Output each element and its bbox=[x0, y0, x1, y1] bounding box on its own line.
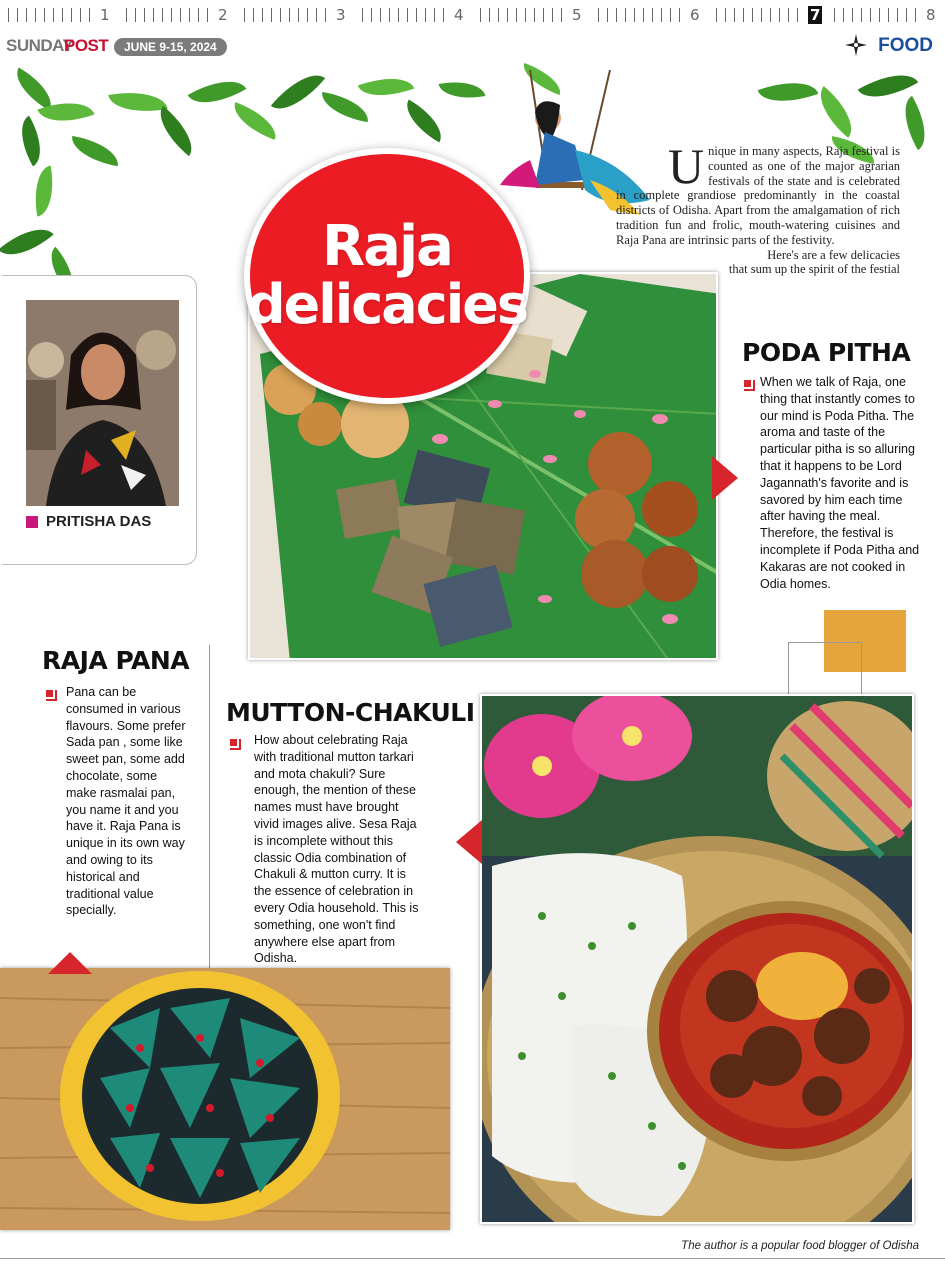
ruler-tick bbox=[298, 8, 299, 22]
ruler-tick bbox=[879, 8, 880, 22]
ruler-tick bbox=[171, 8, 172, 22]
poda-pitha-bullet-icon bbox=[742, 378, 753, 389]
ruler-tick bbox=[53, 8, 54, 22]
ruler-number: 8 bbox=[926, 6, 936, 24]
ruler-tick bbox=[888, 8, 889, 22]
ruler-tick bbox=[416, 8, 417, 22]
ruler-tick bbox=[280, 8, 281, 22]
ruler-tick bbox=[207, 8, 208, 22]
compass-icon bbox=[845, 34, 867, 56]
ruler-tick bbox=[643, 8, 644, 22]
ruler-tick bbox=[525, 8, 526, 22]
arrow-left-icon bbox=[456, 820, 482, 864]
intro-paragraph-2: Here's are a few delicacies that sum up the spirit of the festial bbox=[728, 247, 900, 277]
ruler-tick bbox=[743, 8, 744, 22]
ruler-tick bbox=[489, 8, 490, 22]
ruler-tick bbox=[734, 8, 735, 22]
ruler-tick bbox=[44, 8, 45, 22]
ruler-tick bbox=[198, 8, 199, 22]
arrow-right-icon bbox=[712, 456, 738, 500]
ruler-tick bbox=[679, 8, 680, 22]
ruler-tick bbox=[71, 8, 72, 22]
ruler-number: 7 bbox=[810, 6, 821, 24]
ruler-tick bbox=[534, 8, 535, 22]
ruler-tick bbox=[543, 8, 544, 22]
ruler-tick bbox=[89, 8, 90, 22]
ruler-tick bbox=[761, 8, 762, 22]
ruler-tick bbox=[35, 8, 36, 22]
mutton-chakuli-photo bbox=[480, 694, 914, 1224]
page-bottom-rule bbox=[0, 1258, 945, 1259]
poda-pitha-heading: PODA PITHA bbox=[742, 338, 911, 367]
ruler-tick bbox=[661, 8, 662, 22]
ruler-tick bbox=[670, 8, 671, 22]
ruler-tick bbox=[126, 8, 127, 22]
title-line-2: delicacies bbox=[246, 273, 528, 337]
ruler-tick bbox=[897, 8, 898, 22]
ruler-tick bbox=[652, 8, 653, 22]
ruler-tick bbox=[80, 8, 81, 22]
ruler-number: 1 bbox=[100, 6, 110, 24]
brand-post: POST bbox=[64, 36, 109, 55]
ruler-tick bbox=[616, 8, 617, 22]
ruler-tick bbox=[788, 8, 789, 22]
raja-pana-heading: RAJA PANA bbox=[42, 646, 190, 675]
mutton-chakuli-heading: MUTTON-CHAKULI bbox=[226, 698, 475, 727]
ruler-tick bbox=[843, 8, 844, 22]
ruler-tick bbox=[17, 8, 18, 22]
ruler-tick bbox=[153, 8, 154, 22]
ruler-tick bbox=[162, 8, 163, 22]
ruler-tick bbox=[561, 8, 562, 22]
raja-pana-body: Pana can be consumed in various flavours. Some prefer Sada pan , some like sweet pan, some add chocolate, some make rasmalai pan, you name it and you have it. Raja Pana is unique in its own way and owing to its historical and traditional value specially. bbox=[66, 685, 186, 918]
author-footnote: The author is a popular food blogger of Odisha bbox=[681, 1240, 919, 1252]
ruler-tick bbox=[906, 8, 907, 22]
ruler-tick bbox=[316, 8, 317, 22]
poda-pitha-body: When we talk of Raja, one thing that instantly comes to our mind is Poda Pitha. The aroma and taste of the particular pitha is so alluring that it happens to be Lord Jagannath's favorite and is savored by him each time after having the meal. Therefore, the festival is incomplete if Poda Pitha and Kakaras are not cooked in Odia homes. bbox=[760, 375, 920, 591]
ruler-tick bbox=[434, 8, 435, 22]
mutton-chakuli-bullet-icon bbox=[228, 737, 239, 748]
author-name: PRITISHA DAS bbox=[46, 513, 152, 530]
ruler-tick bbox=[389, 8, 390, 22]
ruler-tick bbox=[425, 8, 426, 22]
ruler-tick bbox=[371, 8, 372, 22]
section-name: FOOD bbox=[878, 35, 933, 56]
arrow-up-icon bbox=[48, 952, 92, 974]
ruler-number: 5 bbox=[572, 6, 582, 24]
raja-pana-bullet-icon bbox=[44, 688, 55, 699]
ruler-tick bbox=[253, 8, 254, 22]
ruler-tick bbox=[770, 8, 771, 22]
ruler-tick bbox=[244, 8, 245, 22]
ruler-tick bbox=[607, 8, 608, 22]
raja-pana-photo bbox=[0, 968, 450, 1230]
ruler-tick bbox=[480, 8, 481, 22]
ruler-tick bbox=[725, 8, 726, 22]
ruler-tick bbox=[271, 8, 272, 22]
ruler-tick bbox=[625, 8, 626, 22]
ruler-tick bbox=[507, 8, 508, 22]
ruler-tick bbox=[443, 8, 444, 22]
ruler-tick bbox=[779, 8, 780, 22]
ruler-tick bbox=[716, 8, 717, 22]
ruler-number: 6 bbox=[690, 6, 700, 24]
ruler-tick bbox=[135, 8, 136, 22]
ruler-tick bbox=[26, 8, 27, 22]
ruler-tick bbox=[262, 8, 263, 22]
masthead bbox=[0, 28, 945, 64]
ruler-number: 2 bbox=[218, 6, 228, 24]
ruler-tick bbox=[552, 8, 553, 22]
ruler-tick bbox=[362, 8, 363, 22]
ruler-tick bbox=[516, 8, 517, 22]
feature-title bbox=[244, 148, 530, 404]
author-photo bbox=[26, 300, 179, 506]
ruler-number: 3 bbox=[336, 6, 346, 24]
ruler-tick bbox=[8, 8, 9, 22]
ruler-tick bbox=[598, 8, 599, 22]
issue-date: JUNE 9-15, 2024 bbox=[114, 38, 227, 56]
ruler-tick bbox=[62, 8, 63, 22]
byline-bullet-icon bbox=[26, 516, 38, 528]
ruler-number: 4 bbox=[454, 6, 464, 24]
drop-cap: U bbox=[668, 138, 705, 194]
title-line-1: Raja bbox=[322, 214, 452, 280]
ruler-tick bbox=[752, 8, 753, 22]
author-byline bbox=[26, 513, 151, 530]
ruler-tick bbox=[289, 8, 290, 22]
ruler-tick bbox=[398, 8, 399, 22]
ruler-tick bbox=[144, 8, 145, 22]
ruler-tick bbox=[834, 8, 835, 22]
ruler-tick bbox=[861, 8, 862, 22]
intro-text bbox=[616, 138, 900, 277]
ruler-tick bbox=[407, 8, 408, 22]
ruler-tick bbox=[870, 8, 871, 22]
ruler-tick bbox=[325, 8, 326, 22]
brand-sunday: SUNDAY bbox=[6, 36, 74, 55]
ruler-tick bbox=[634, 8, 635, 22]
mutton-chakuli-body: How about celebrating Raja with traditional mutton tarkari and mota chakuli? Sure enough, the mention of these names must have brought vivid images alive. Sesa Raja is incomplete without this classic Odia combination of Chakuli & mutton curry. It is the essence of celebration in every Odia household. This is something, one won't find anywhere else apart from Odisha. bbox=[254, 733, 419, 966]
ruler-tick bbox=[915, 8, 916, 22]
intro-paragraph-1: nique in many aspects, Raja festival is counted as one of the major agrarian festivals of the state and is celebrated in complete grandiose predominantly in the coastal districts of Odisha. Apart from the amalgamation of rich tradition fun and frolic, mouth-watering cuisines and Raja Pana are intrinsic parts of the festivity. bbox=[616, 144, 900, 247]
ruler-tick bbox=[180, 8, 181, 22]
ruler-tick bbox=[380, 8, 381, 22]
ruler-tick bbox=[498, 8, 499, 22]
ruler-tick bbox=[797, 8, 798, 22]
ruler-tick bbox=[189, 8, 190, 22]
page-ruler bbox=[0, 0, 945, 28]
ruler-tick bbox=[307, 8, 308, 22]
ruler-tick bbox=[852, 8, 853, 22]
